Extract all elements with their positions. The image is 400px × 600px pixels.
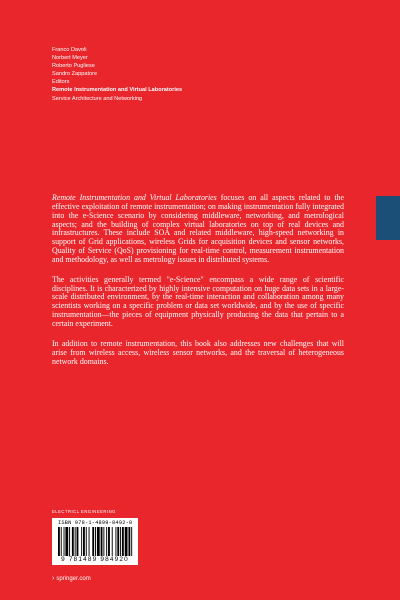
editors-role-label: Editors [52,79,70,86]
editor-name: Roberto Pugliese [52,63,95,70]
barcode-digits: 9 781489 984920 [61,556,129,563]
publisher-link[interactable] [52,575,91,582]
description-block [52,194,344,377]
editors-block [52,46,182,103]
description-paragraph: The activities generally termed "e-Science" encompass a wide range of scientific disciplines. It is characterized by highly intensive computation on huge data sets in a large-scale distributed environment, by the real-time interaction and collaboration among many scientists working on a specific problem or data set worldwide, and by the use of specific instrumentation—the pieces of equipment physically producing the data that pertain to a certain experiment. [52,274,344,328]
book-title: Remote Instrumentation and Virtual Laboratories [52,87,183,94]
color-tab [376,196,400,240]
isbn-text: ISBN 978-1-4899-8492-0 [58,520,133,526]
editor-name: Norbert Meyer [52,55,88,62]
book-title-italic: Remote Instrumentation and Virtual Laboratories [52,193,217,202]
editor-name: Franco Davoli [52,47,87,53]
description-paragraph [52,194,344,265]
editor-name: Sandro Zappatore [52,71,98,78]
chevron-right-icon: › [52,575,55,582]
book-subtitle: Service Architecture and Networking [52,95,143,102]
subject-category: ELECTRICL ENGINEERING [52,509,116,514]
description-paragraph: In addition to remote instrumentation, this book also addresses new challenges that will arise from wireless access, wireless sensor networks, and the traversal of heterogeneous network domains. [52,338,344,366]
barcode-icon [58,527,134,556]
description-text: focuses on all aspects related to the effective exploitation of remote instrumentation; on making instrumentation fully integrated into the e-Science scenario by considering middleware, networking, and metrological aspects; and the building of complex virtual laboratories on top of real devices and infrastructures. These include SOA and related middleware, high-speed networking in support of Grid applications, wireless Grids for acquisition devices and sensor networks, Quality of Service (QoS) provisioning for real-time control, measurement instrumentation and methodology, as well as metrology issues in distributed systems. [52,193,344,264]
barcode-block [52,518,138,565]
publisher-name: springer.com [56,575,91,582]
